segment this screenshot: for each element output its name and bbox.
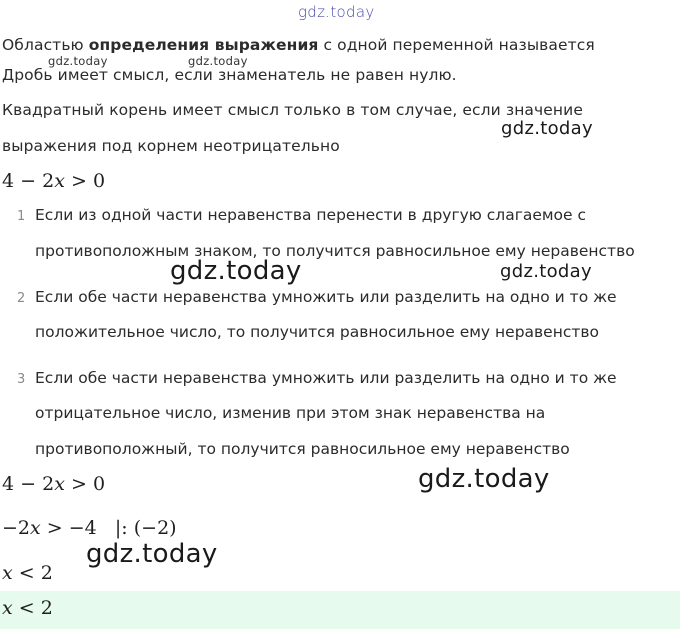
note-fraction: Дробь имеет смысл, если знаменатель не равен нулю. <box>2 66 457 84</box>
rule-2-line-2: положительное число, то получится равносильное ему неравенство <box>35 323 600 341</box>
answer-row <box>0 591 680 629</box>
rule-1-number: 1 <box>17 209 26 224</box>
rule-3-number: 3 <box>17 372 26 387</box>
rule-2-number: 2 <box>17 291 26 306</box>
watermark-small-2: gdz.today <box>188 54 248 68</box>
rule-3-line-1: Если обе части неравенства умножить или разделить на одно и то же <box>35 369 617 387</box>
watermark-top: gdz.today <box>298 3 375 21</box>
watermark-mid-1: gdz.today <box>501 118 593 139</box>
definition-suffix: с одной переменной называется <box>318 36 595 54</box>
definition-prefix: Областью <box>2 36 89 54</box>
definition-term: определения выражения <box>88 36 319 54</box>
step-3-inequality: x < 2 <box>2 562 53 584</box>
note-root-line-1: Квадратный корень имеет смысл только в том случае, если значение <box>2 101 583 119</box>
rule-3-line-3: противоположный, то получится равносильное ему неравенство <box>35 440 570 458</box>
definition-line <box>2 36 595 54</box>
watermark-small-1: gdz.today <box>48 54 108 68</box>
rule-3-line-2: отрицательное число, изменив при этом знак неравенства на <box>35 404 546 422</box>
step-2-inequality: −2x > −4 |: (−2) <box>2 517 177 539</box>
inequality-initial: 4 − 2x > 0 <box>2 170 106 192</box>
watermark-big-1: gdz.today <box>170 256 302 286</box>
step-1-inequality: 4 − 2x > 0 <box>2 473 106 495</box>
watermark-big-2: gdz.today <box>418 464 550 494</box>
answer-inequality: x < 2 <box>2 597 53 619</box>
note-root-line-2: выражения под корнем неотрицательно <box>2 137 340 155</box>
rule-1-line-1: Если из одной части неравенства перенести в другую слагаемое с <box>35 206 587 224</box>
watermark-mid-2: gdz.today <box>500 261 592 282</box>
watermark-big-3: gdz.today <box>86 539 218 569</box>
rule-1-line-2: противоположным знаком, то получится равносильное ему неравенство <box>35 242 635 260</box>
rule-2-line-1: Если обе части неравенства умножить или разделить на одно и то же <box>35 288 617 306</box>
